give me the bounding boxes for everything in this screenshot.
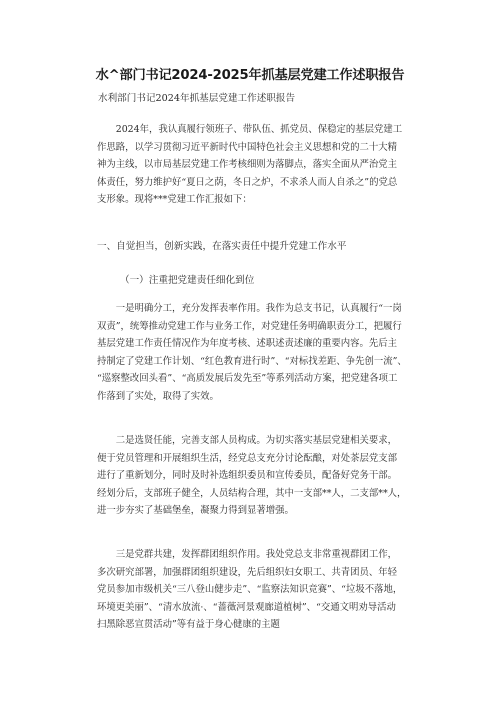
paragraph-line: 进一步夯实了基础堡垒，凝聚力得到显著增强。: [97, 505, 294, 517]
paragraph-line: 便于党员管理和开展组织生活，经党总支充分讨论酝酿，对处茶层党支部: [97, 452, 398, 464]
paragraph-line: 神为主线，以市局基层党建工作考核细则为落脚点，落实全面从严治党主: [97, 159, 398, 171]
paragraph-line: 体责任，努力维护好“夏日之荫，冬日之炉，不求杀人而人自杀之”的党总: [97, 176, 398, 188]
paragraph-line: 多次研究部署，加强群团组织建设，先后组织妇女职工、共青团员、年轻: [97, 566, 398, 578]
intro-paragraph: [97, 121, 409, 209]
paragraph-line: 党员参加市级机关“三八登山健步走”、“监察法知识竞赛”、“垃圾不落地，: [97, 584, 403, 596]
paragraph-line: 二是选贤任能，完善支部人员构成。为切实落实基层党建相关要求，: [97, 435, 398, 446]
section-heading: 一、自觉担当，创新实践，在落实责任中提升党建工作水平: [97, 241, 347, 252]
paragraph-line: 扫黑除恶宣贯活动”等有益于身心健康的主题: [97, 619, 280, 631]
paragraph-3: [97, 546, 409, 634]
paragraph-line: 经划分后，支部班子健全，人员结构合理，其中一支部**人，二支部**人，: [97, 487, 407, 499]
paragraph-line: “巡察整改回头看”、“高质发展后发先至”等系列活动方案，把党建各项工: [97, 373, 398, 385]
paragraph-line: 环境更美丽”、“清水放流·、“蔷薇河景观廊道植树”、“交通文明劝导活动: [97, 601, 396, 613]
subsection-heading: （一）注重把党建责任细化到位: [120, 275, 255, 286]
paragraph-line: 双责”，统筹推动党建工作与业务工作，对党建任务明确职责分工，把履行: [97, 320, 402, 332]
paragraph-line: 一是明确分工，充分发挥表率作用。我作为总支书记，认真履行“一岗: [97, 303, 402, 314]
paragraph-line: 作思路，以学习贯彻习近平新时代中国特色社会主义思想和党的二十大精: [97, 141, 398, 153]
paragraph-1: [97, 300, 409, 406]
document-title: 水^部门书记2024-2025年抓基层党建工作述职报告: [95, 68, 405, 83]
paragraph-2: [97, 432, 409, 520]
paragraph-line: 基层党建工作责任情况作为年度考核、述职述责述廉的重要内容。先后主: [97, 338, 398, 350]
paragraph-line: 进行了重新划分，同时及时补选组织委员和宣传委员，配备好党务干部。: [97, 470, 398, 482]
paragraph-line: 支形象。现将***党建工作汇报如下：: [97, 194, 252, 206]
paragraph-line: 三是党群共建，发挥群团组织作用。我处党总支非常重视群团工作，: [97, 549, 398, 560]
paragraph-line: 2024年，我认真履行领班子、带队伍、抓党员、保稳定的基层党建工: [97, 124, 403, 135]
paragraph-line: 持制定了党建工作计划、“红色教育进行时”、“对标找差距、争先创一流”、: [97, 355, 407, 367]
document-subtitle: 水利部门书记2024年抓基层党建工作述职报告: [98, 93, 296, 104]
paragraph-line: 作落到了实处，取得了实效。: [97, 390, 219, 402]
